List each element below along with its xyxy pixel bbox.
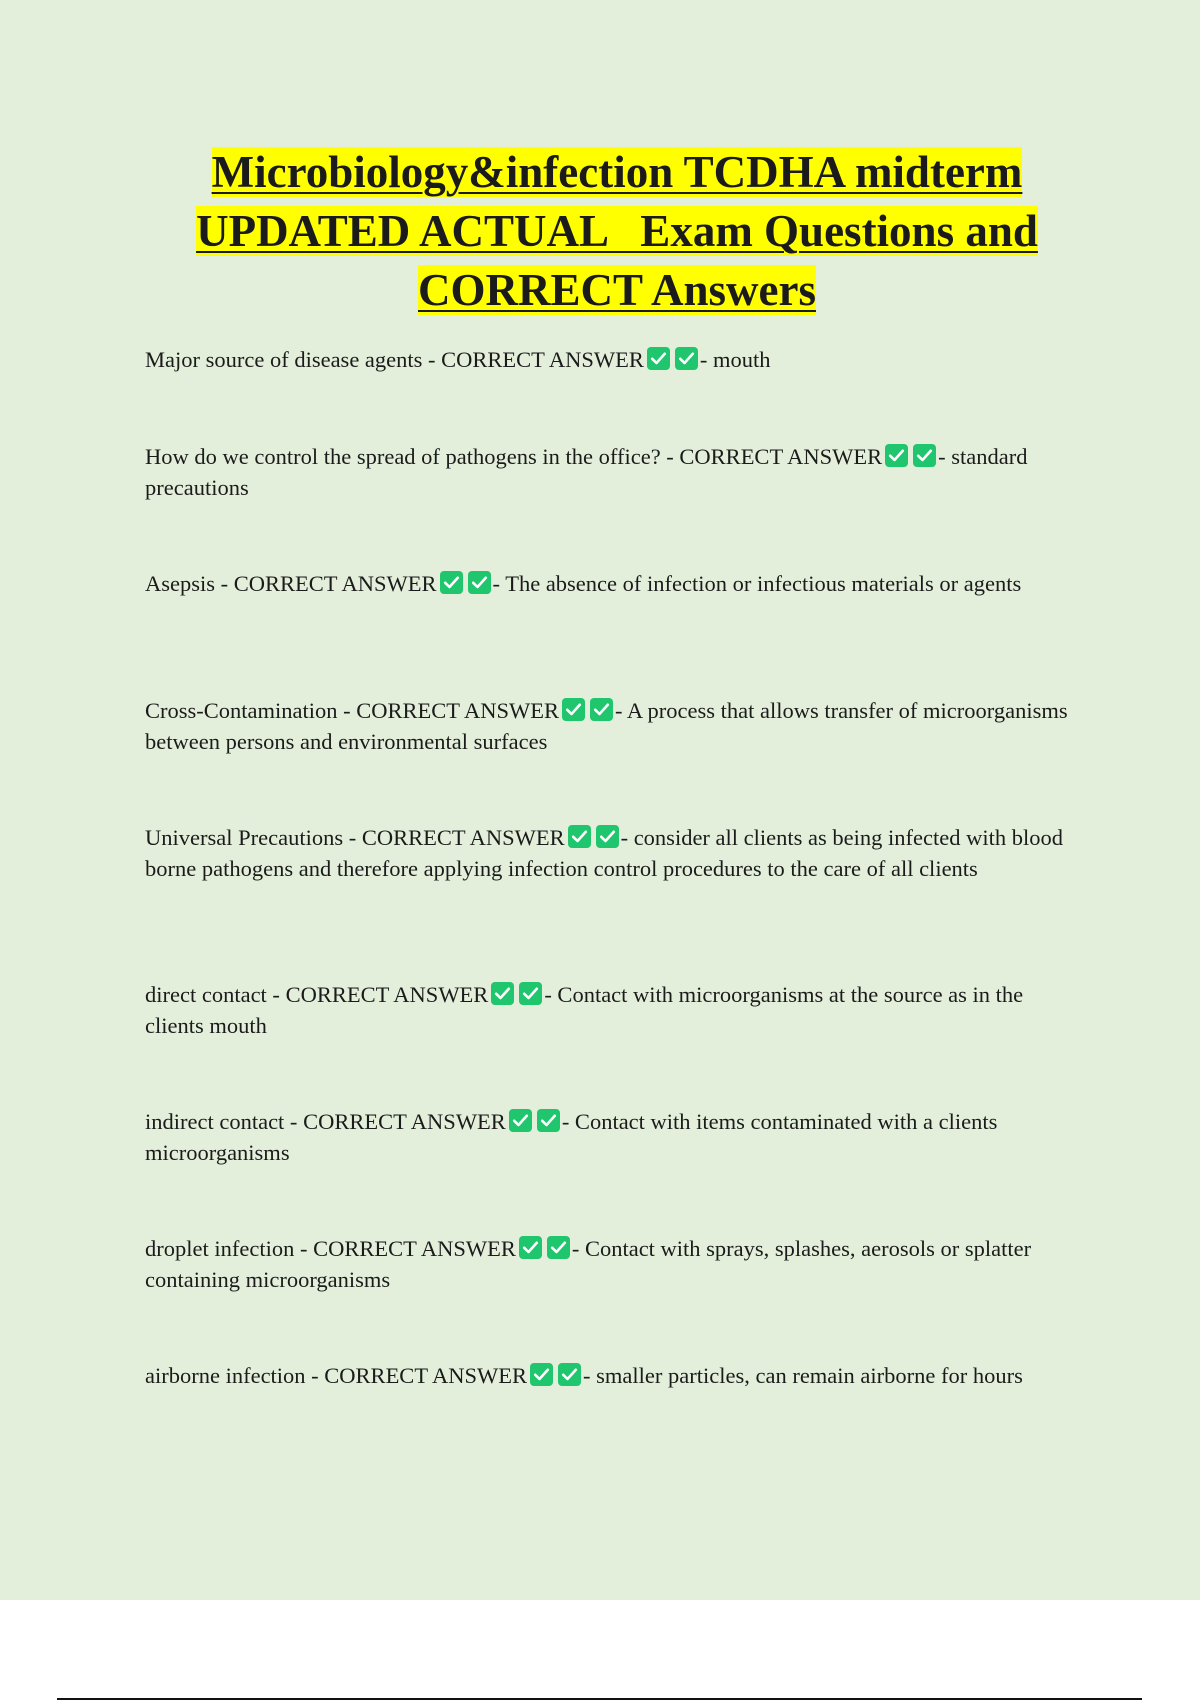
qa-item xyxy=(145,980,1085,1041)
checkmark-icon xyxy=(568,825,591,848)
qa-item xyxy=(145,569,1085,600)
answer-text: - Contact with microorganisms at the source as in the clients mouth xyxy=(145,982,1024,1038)
answer-text: - The absence of infection or infectious materials or agents xyxy=(492,571,1022,596)
document-title xyxy=(145,143,1089,320)
checkmark-icon xyxy=(468,571,491,594)
answer-text: - standard precautions xyxy=(145,444,1028,500)
answer-text: - consider all clients as being infected with blood borne pathogens and therefore applying infection control procedures to the care of all clients xyxy=(145,825,1063,881)
checkmark-icon xyxy=(562,698,585,721)
answer-marker: CORRECT ANSWER xyxy=(361,825,565,850)
title-line: CORRECT Answers xyxy=(418,265,816,315)
question-text: indirect contact - xyxy=(145,1109,304,1134)
answer-text: - Contact with sprays, splashes, aerosols or splatter containing microorganisms xyxy=(145,1236,1032,1292)
checkmark-icon xyxy=(440,571,463,594)
question-text: Universal Precautions - xyxy=(145,825,362,850)
checkmark-icon xyxy=(913,444,936,467)
checkmark-icon xyxy=(547,1236,570,1259)
qa-item xyxy=(145,1234,1085,1295)
answer-marker: CORRECT ANSWER xyxy=(303,1109,506,1134)
qa-item xyxy=(145,345,1085,376)
checkmark-icon xyxy=(530,1363,553,1386)
qa-item xyxy=(145,442,1085,503)
answer-marker: CORRECT ANSWER xyxy=(285,982,489,1007)
checkmark-icon xyxy=(675,347,698,370)
qa-item xyxy=(145,1361,1085,1392)
answer-marker: CORRECT ANSWER xyxy=(324,1363,528,1388)
answer-text: - smaller particles, can remain airborne for hours xyxy=(583,1363,1023,1388)
answer-text: - A process that allows transfer of microorganisms between persons and environmental surfaces xyxy=(145,698,1068,754)
checkmark-icon xyxy=(596,825,619,848)
checkmark-icon xyxy=(537,1109,560,1132)
answer-marker: CORRECT ANSWER xyxy=(313,1236,516,1261)
answer-marker: CORRECT ANSWER xyxy=(441,347,644,372)
qa-item xyxy=(145,1107,1085,1168)
answer-text: - mouth xyxy=(699,347,771,372)
checkmark-icon xyxy=(509,1109,532,1132)
title-line: UPDATED ACTUAL Exam Questions and xyxy=(196,206,1038,256)
answer-marker: CORRECT ANSWER xyxy=(356,698,559,723)
question-text: Major source of disease agents - xyxy=(145,347,442,372)
checkmark-icon xyxy=(885,444,908,467)
checkmark-icon xyxy=(519,1236,542,1259)
question-text: Asepsis - xyxy=(145,571,234,596)
question-text: How do we control the spread of pathogens in the office? - xyxy=(145,444,680,469)
question-text: Cross-Contamination - xyxy=(145,698,357,723)
title-line: Microbiology&infection TCDHA midterm xyxy=(211,147,1023,197)
question-text: droplet infection - xyxy=(145,1236,314,1261)
checkmark-icon xyxy=(590,698,613,721)
answer-marker: CORRECT ANSWER xyxy=(233,571,437,596)
qa-item xyxy=(145,823,1085,884)
answer-marker: CORRECT ANSWER xyxy=(679,444,883,469)
question-text: airborne infection - xyxy=(145,1363,325,1388)
answer-text: - Contact with items contaminated with a clients microorganisms xyxy=(145,1109,998,1165)
checkmark-icon xyxy=(519,982,542,1005)
question-text: direct contact - xyxy=(145,982,286,1007)
checkmark-icon xyxy=(647,347,670,370)
qa-item xyxy=(145,696,1085,757)
checkmark-icon xyxy=(558,1363,581,1386)
checkmark-icon xyxy=(491,982,514,1005)
